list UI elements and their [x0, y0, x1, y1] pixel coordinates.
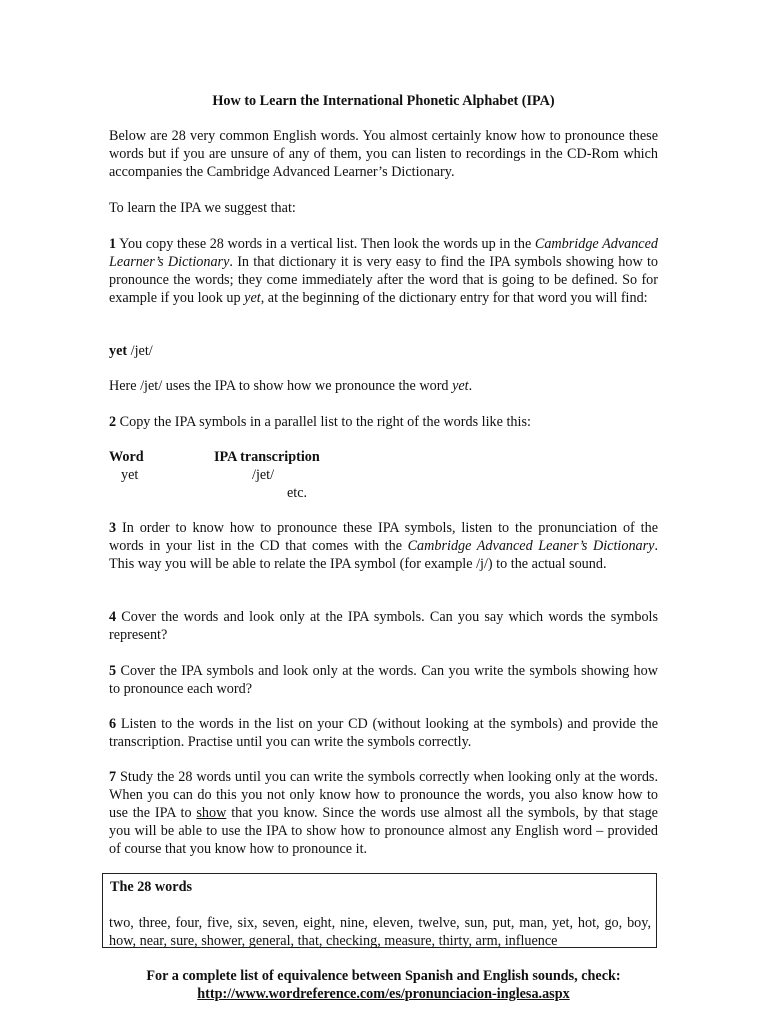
word-list-title: The 28 words	[110, 879, 192, 895]
step-number: 5	[109, 663, 117, 679]
footer-note	[89, 967, 678, 1003]
book-title: Cambridge Advanced Learner’s Dictionary	[109, 236, 658, 270]
footer-text: For a complete list of equivalence between Spanish and English sounds, check:	[146, 968, 621, 984]
table-cell-ipa: /jet/	[252, 467, 275, 483]
example-entry	[109, 342, 658, 360]
step-1-paragraph: 1 You copy these 28 words in a vertical list. Then look the words up in the Cambridge Advanced Learner’s Dictionary. In that dictionary it is very easy to find the IPA symbols showing how to pronounce the words; they come immediately after the word that is going to be defined. So for example if you look up yet, at the beginning of the dictionary entry for that word you will find:	[109, 236, 659, 306]
step-6-paragraph: 6 Listen to the words in the list on your CD (without looking at the symbols) and provide the transcription. Practise until you can write the symbols correctly.	[109, 716, 658, 750]
step-2-paragraph: 2 Copy the IPA symbols in a parallel list to the right of the words like this:	[109, 414, 531, 430]
column-header-word: Word	[109, 449, 144, 465]
step-7-paragraph: 7 Study the 28 words until you can write the symbols correctly when looking only at the words. When you can do this you not only know how to pronounce the words, you also know how to use the IPA to show that you know. Since the words use almost all the symbols, by that stage you will be able to use the IPA to show how to pronounce almost any English word – provided of course that you know how to pronounce it.	[109, 769, 658, 857]
reference-link[interactable]: http://www.wordreference.com/es/pronunciacion-inglesa.aspx	[197, 986, 570, 1002]
intro-paragraph: Below are 28 very common English words. You almost certainly know how to pronounce these words but if you are unsure of any of them, you can listen to recordings in the CD-Rom which accompanies the Cambridge Advanced Learner’s Dictionary.	[109, 128, 658, 180]
page-title: How to Learn the International Phonetic Alphabet (IPA)	[212, 93, 555, 109]
emphasis-show: show	[196, 805, 227, 821]
suggest-paragraph: To learn the IPA we suggest that:	[109, 200, 296, 216]
step-number: 4	[109, 609, 117, 625]
example-headword: yet	[109, 343, 128, 359]
step-number: 2	[109, 414, 117, 430]
table-cell-word: yet	[121, 467, 139, 483]
word-list: two, three, four, five, six, seven, eight, nine, eleven, twelve, sun, put, man, yet, hot, go, boy, how, near, sure, shower, general, that, checking, measure, thirty, arm, influence	[109, 915, 651, 949]
table-etc: etc.	[287, 485, 308, 501]
example-word: yet	[244, 290, 261, 306]
step-number: 1	[109, 236, 117, 252]
step-4-paragraph: 4 Cover the words and look only at the IPA symbols. Can you say which words the symbols represent?	[109, 609, 658, 643]
here-paragraph: Here /jet/ uses the IPA to show how we pronounce the word yet.	[109, 378, 473, 394]
word-ipa-table	[109, 448, 658, 502]
step-number: 7	[109, 769, 117, 785]
example-ipa: /jet/	[127, 343, 153, 359]
step-number: 6	[109, 716, 117, 732]
step-5-paragraph: 5 Cover the IPA symbols and look only at the words. Can you write the symbols showing how to pronounce each word?	[109, 663, 658, 697]
word-list-box	[102, 873, 657, 948]
book-title: Cambridge Advanced Leaner’s Dictionary	[407, 538, 655, 554]
step-number: 3	[109, 520, 117, 536]
step-3-paragraph: 3 In order to know how to pronounce these IPA symbols, listen to the pronunciation of the words in your list in the CD that comes with the Cambridge Advanced Leaner’s Dictionary. This way you will be able to relate the IPA symbol (for example /j/) to the actual sound.	[109, 520, 659, 572]
column-header-ipa: IPA transcription	[214, 449, 320, 465]
